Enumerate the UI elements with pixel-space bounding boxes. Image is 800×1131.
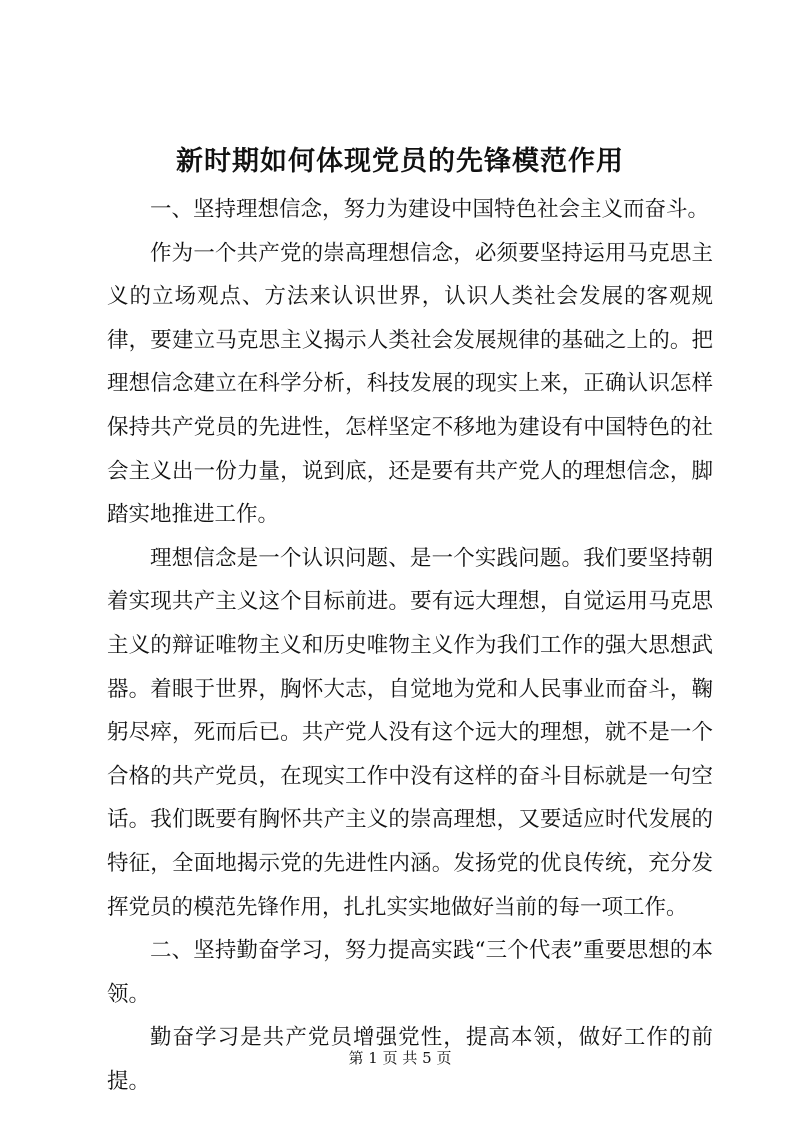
paragraph: 作为一个共产党的崇高理想信念，必须要坚持运用马克思主义的立场观点、方法来认识世界，认识人类社会发展的客观规律，要建立马克思主义揭示人类社会发展规律的基础之上的。把理想信念建立在科学分析，科技发展的现实上来，正确认识怎样保持共产党员的先进性，怎样坚定不移地为建设有中国特色的社会主义出一份力量，说到底，还是要有共产党人的理想信念，脚踏实地推进工作。: [107, 240, 713, 528]
document-title: 新时期如何体现党员的先锋模范作用: [176, 146, 624, 177]
paragraph-heading-2: 二、坚持勤奋学习，努力提高实践“三个代表”重要思想的本领。: [107, 938, 713, 1007]
paragraph-heading-1: 一、坚持理想信念，努力为建设中国特色社会主义而奋斗。: [150, 197, 710, 222]
document-body: [107, 188, 713, 1103]
paragraph: 勤奋学习是共产党员增强党性，提高本领，做好工作的前提。: [107, 1025, 713, 1094]
paragraph: 理想信念是一个认识问题、是一个实践问题。我们要坚持朝着实现共产主义这个目标前进。要有远大理想，自觉运用马克思主义的辩证唯物主义和历史唯物主义作为我们工作的强大思想武器。着眼于世界，胸怀大志，自觉地为党和人民事业而奋斗，鞠躬尽瘁，死而后已。共产党人没有这个远大的理想，就不是一个合格的共产党员，在现实工作中没有这样的奋斗目标就是一句空话。我们既要有胸怀共产主义的崇高理想，又要适应时代发展的特征，全面地揭示党的先进性内涵。发扬党的优良传统，充分发挥党员的模范先锋作用，扎扎实实地做好当前的每一项工作。: [107, 545, 713, 920]
page-footer: 第 1 页 共 5 页: [348, 1049, 452, 1067]
